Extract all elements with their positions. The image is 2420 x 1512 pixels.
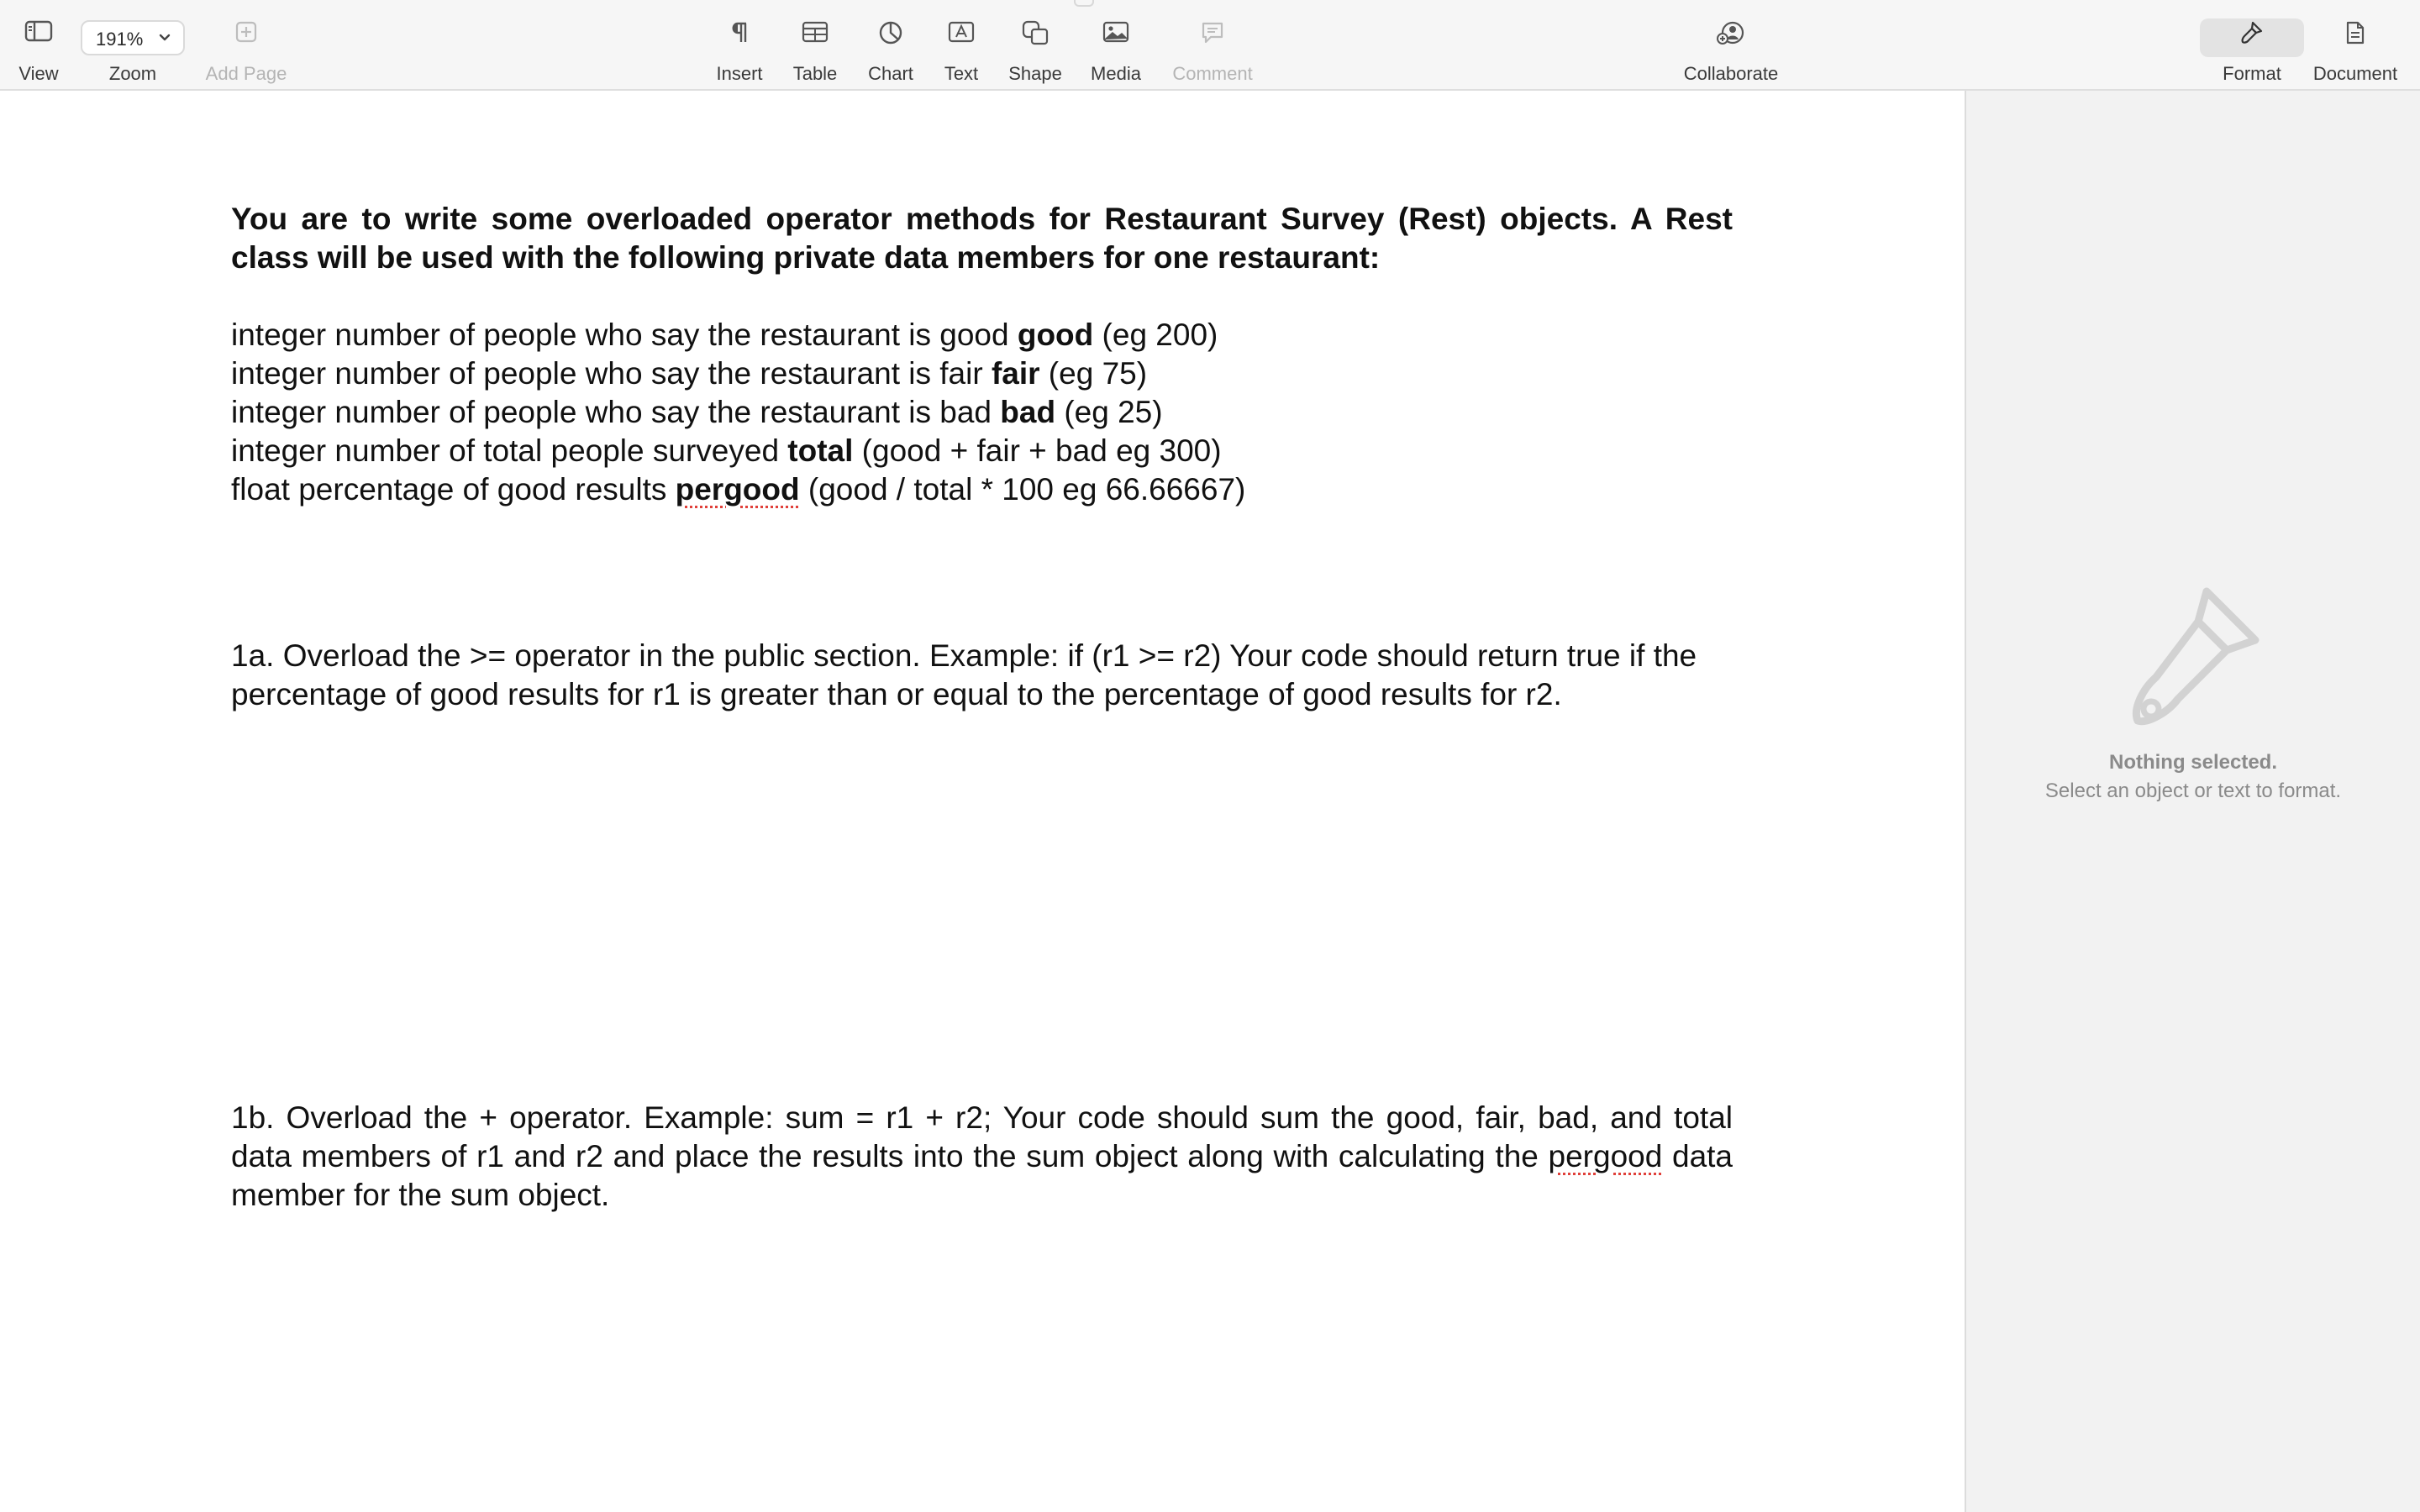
paintbrush-icon bbox=[2239, 20, 2265, 45]
view-label: View bbox=[18, 63, 59, 84]
member-line[interactable] bbox=[231, 432, 1733, 470]
question-1b[interactable] bbox=[231, 1099, 1733, 1215]
speech-bubble-icon bbox=[1200, 20, 1225, 45]
document-body[interactable] bbox=[231, 200, 1733, 1215]
data-members-list[interactable] bbox=[231, 316, 1733, 509]
misspelled-word[interactable]: pergood bbox=[1548, 1139, 1663, 1173]
empty-state-subtitle: Select an object or text to format. bbox=[2044, 780, 2342, 802]
text-button[interactable] bbox=[933, 0, 990, 91]
paintbrush-icon bbox=[2123, 583, 2265, 734]
question-1b-text: 1b. Overload the + operator. Example: sum = r1 + r2; Your code should sum the good, fair, bad, and total data members of r1 and r2 and place the results into the sum object along with calculating the bbox=[231, 1100, 1733, 1173]
plus-square-icon bbox=[234, 20, 258, 44]
member-desc: integer number of people who say the restaurant is fair bbox=[231, 356, 992, 391]
photo-icon bbox=[1102, 20, 1129, 44]
member-example: (good / total * 100 eg 66.66667) bbox=[799, 472, 1246, 507]
member-example: (eg 25) bbox=[1055, 395, 1163, 429]
table-icon bbox=[802, 20, 829, 44]
shape-label: Shape bbox=[1008, 63, 1062, 84]
member-line[interactable] bbox=[231, 393, 1733, 432]
sidebar-icon bbox=[24, 20, 53, 42]
collaborate-label: Collaborate bbox=[1683, 63, 1779, 84]
zoom-label: Zoom bbox=[108, 63, 157, 84]
media-button[interactable] bbox=[1084, 0, 1148, 91]
shape-button[interactable] bbox=[1003, 0, 1067, 91]
member-desc: integer number of people who say the restaurant is bad bbox=[231, 395, 1001, 429]
member-line[interactable] bbox=[231, 354, 1733, 393]
member-desc: integer number of people who say the restaurant is good bbox=[231, 318, 1018, 352]
question-1a[interactable]: 1a. Overload the >= operator in the public section. Example: if (r1 >= r2) Your code should return true if the percentage of good results for r1 is greater than or equal to the percentage of good results for r2. bbox=[231, 638, 1697, 711]
shape-icon bbox=[1022, 20, 1049, 45]
comment-label: Comment bbox=[1172, 63, 1253, 84]
member-example: (good + fair + bad eg 300) bbox=[853, 433, 1222, 468]
member-name: fair bbox=[991, 356, 1040, 391]
pilcrow-icon bbox=[729, 20, 750, 45]
insert-button[interactable] bbox=[706, 0, 773, 91]
collaborate-button[interactable] bbox=[1676, 0, 1786, 91]
media-label: Media bbox=[1091, 63, 1141, 84]
question-1b-text-end: data member for the sum object. bbox=[231, 1139, 1733, 1212]
member-desc: integer number of total people surveyed bbox=[231, 433, 788, 468]
member-name: bad bbox=[1000, 395, 1056, 429]
member-line[interactable] bbox=[231, 316, 1733, 354]
format-button[interactable] bbox=[2200, 0, 2304, 91]
document-canvas[interactable] bbox=[0, 91, 1965, 1512]
empty-state-title: Nothing selected. bbox=[2108, 751, 2278, 774]
member-desc: float percentage of good results bbox=[231, 472, 676, 507]
chart-label: Chart bbox=[868, 63, 913, 84]
chart-button[interactable] bbox=[860, 0, 921, 91]
format-label: Format bbox=[2223, 63, 2281, 84]
zoom-dropdown[interactable] bbox=[81, 20, 185, 55]
member-line[interactable] bbox=[231, 470, 1733, 509]
document-label: Document bbox=[2312, 63, 2398, 84]
member-name: good bbox=[1017, 318, 1094, 352]
comment-button[interactable] bbox=[1168, 0, 1257, 91]
table-label: Table bbox=[792, 63, 838, 84]
member-name: total bbox=[787, 433, 854, 468]
document-button[interactable] bbox=[2309, 0, 2402, 91]
zoom-value: 191% bbox=[96, 29, 144, 50]
zoom-control[interactable] bbox=[81, 0, 185, 91]
add-page-button[interactable] bbox=[202, 0, 291, 91]
pie-chart-icon bbox=[878, 20, 903, 45]
chevron-down-icon bbox=[158, 32, 171, 44]
member-example: (eg 200) bbox=[1093, 318, 1218, 352]
member-name-misspelled[interactable]: pergood bbox=[675, 472, 800, 507]
document-icon bbox=[2345, 20, 2365, 45]
view-button[interactable] bbox=[8, 0, 69, 91]
toolbar bbox=[0, 0, 2420, 91]
person-plus-icon bbox=[1717, 20, 1745, 45]
add-page-label: Add Page bbox=[205, 63, 287, 84]
format-sidebar bbox=[1965, 91, 2420, 1512]
table-button[interactable] bbox=[785, 0, 845, 91]
assignment-heading[interactable]: You are to write some overloaded operator methods for Restaurant Survey (Rest) objects. A Rest class will be used with the following private data members for one restaurant: bbox=[231, 202, 1733, 275]
text-label: Text bbox=[944, 63, 979, 84]
member-example: (eg 75) bbox=[1039, 356, 1148, 391]
insert-label: Insert bbox=[716, 63, 763, 84]
text-box-icon bbox=[948, 20, 975, 44]
